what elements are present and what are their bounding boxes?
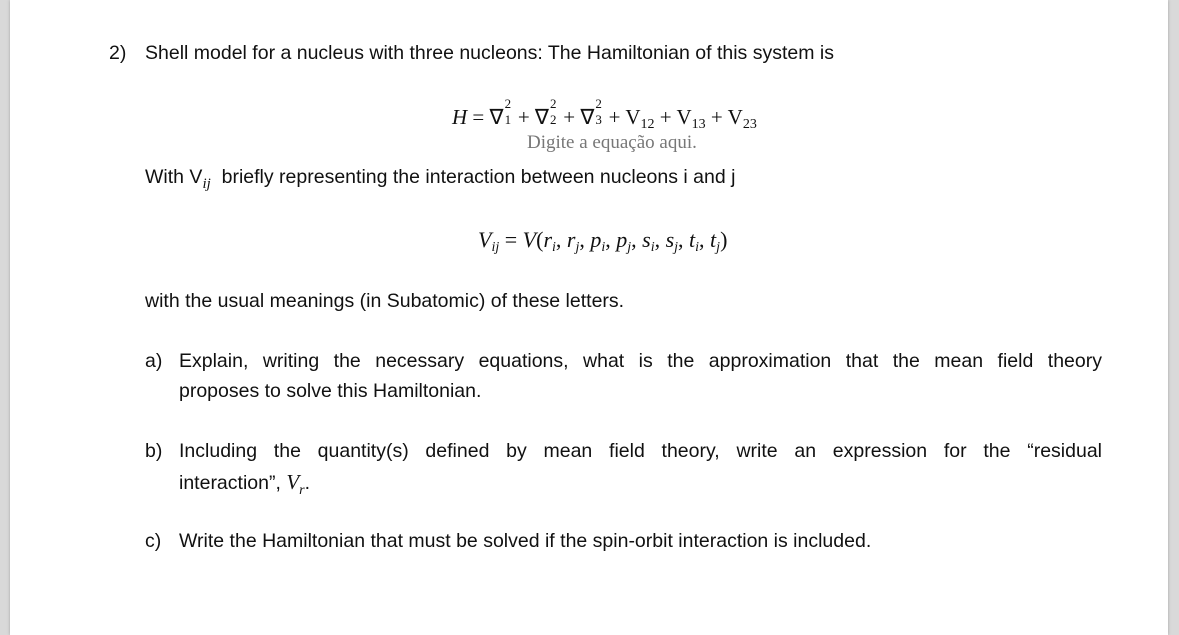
part-a-label: a) <box>145 350 163 372</box>
part-c-label: c) <box>145 530 162 552</box>
period: . <box>304 472 311 494</box>
part-a-line1: Explain, writing the necessary equations, what is the approximation that the mean field theory <box>179 350 1102 372</box>
part-b-line2 <box>179 470 310 499</box>
part-b-line2-text: interaction”, <box>179 472 281 494</box>
usual-meanings-text: with the usual meanings (in Subatomic) of these letters. <box>145 290 625 312</box>
question-number: 2) <box>109 42 127 64</box>
vij-suffix: briefly representing the interaction between nucleons i and j <box>221 166 736 188</box>
question-intro: Shell model for a nucleus with three nucleons: The Hamiltonian of this system is <box>145 42 834 64</box>
vij-prefix: With V <box>145 166 203 188</box>
vij-description <box>145 166 735 193</box>
vij-subscript: ij <box>202 175 211 192</box>
vij-equation: $V_{ij} = V(r_i$, $r_j$, $p_i$, $p_j$, $s_i$, $s_j$, $t_i$, $t_j$) <box>478 227 728 255</box>
equation-placeholder[interactable]: Digite a equação aqui. <box>527 132 697 153</box>
residual-interaction-symbol: $V_r$ <box>286 470 305 499</box>
part-b-label: b) <box>145 440 163 462</box>
document-page <box>10 0 1168 635</box>
part-c-line1: Write the Hamiltonian that must be solved if the spin-orbit interaction is included. <box>179 530 872 552</box>
part-b-line1: Including the quantity(s) defined by mean field theory, write an expression for the “residual <box>179 440 1102 462</box>
part-a-line2: proposes to solve this Hamiltonian. <box>179 380 482 402</box>
hamiltonian-equation: H = ∇ 2 1 + ∇ 2 2 + ∇ 2 3 + $V_{12} + V_{13} + V_{23}$ <box>452 96 757 132</box>
